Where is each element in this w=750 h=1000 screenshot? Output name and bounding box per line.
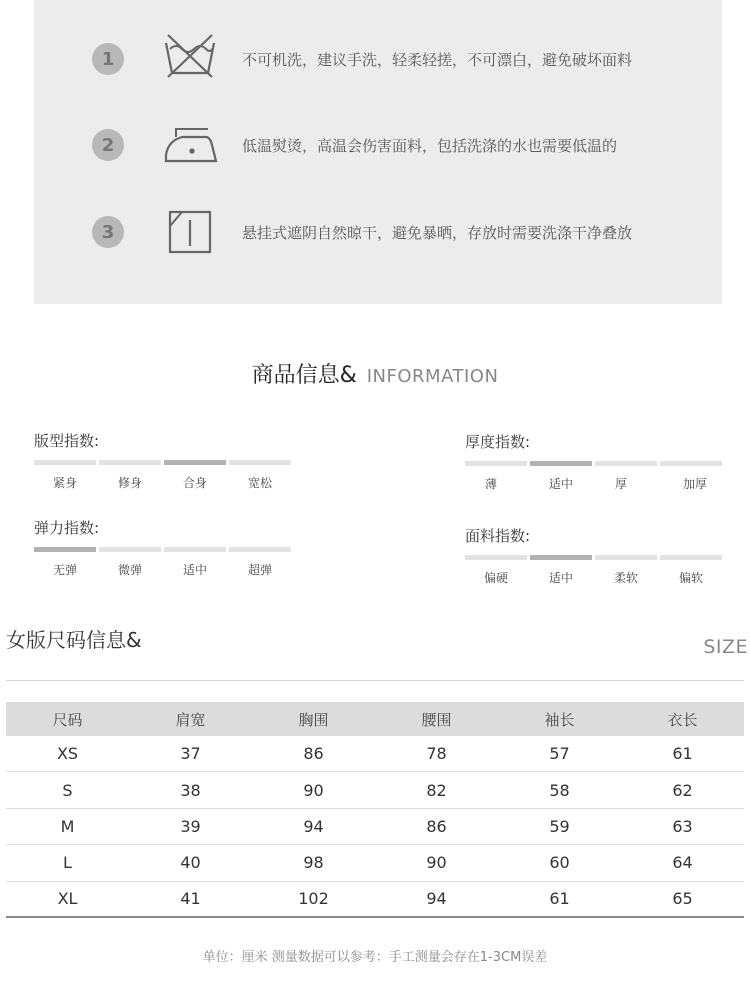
line-dry-shade-icon [162,202,218,262]
index-option: 适中 [182,563,207,577]
index-bar [229,460,291,465]
fabric-index-label: 面料指数: [465,527,531,545]
index-bar [465,555,527,560]
table-cell: 86 [303,744,324,764]
care-item [34,115,722,175]
index-option: 薄 [484,477,497,491]
index-bar-selected [530,461,592,466]
index-bar [660,555,722,560]
table-cell: 39 [180,816,201,836]
size-section-title-en: SIZE [703,636,748,658]
index-option: 微弹 [117,563,142,577]
fit-index-bars [34,460,291,465]
table-cell: 38 [180,780,201,800]
section-divider [6,680,744,681]
fit-index-label: 版型指数: [34,432,100,450]
table-cell: 82 [426,780,447,800]
table-header-cell: 肩宽 [175,710,206,729]
index-bar [660,461,722,466]
info-title-en: INFORMATION [366,366,499,387]
index-bar [595,555,657,560]
index-option: 偏硬 [483,571,508,585]
index-bar-selected [164,460,226,465]
table-cell: 65 [672,889,693,909]
table-header-cell: 胸围 [298,710,329,729]
fit-index-options [34,474,291,491]
table-row [6,882,744,918]
index-option: 适中 [548,571,573,585]
elasticity-index-label: 弹力指数: [34,519,100,537]
no-machine-wash-icon [162,29,218,89]
index-option: 修身 [117,476,142,490]
elasticity-index-bars [34,547,291,552]
table-header-row [6,702,744,736]
index-bar [99,460,161,465]
thickness-index-bars [465,461,722,466]
index-option: 适中 [548,477,573,491]
table-row [6,845,744,881]
table-cell: 63 [672,816,693,836]
care-item [34,29,722,89]
table-cell: 94 [426,889,447,909]
index-bar [164,547,226,552]
index-option: 宽松 [247,476,272,490]
index-option: 厚 [614,477,627,491]
index-option: 紧身 [52,476,77,490]
low-temperature-iron-icon [162,115,218,175]
table-cell: 57 [549,744,570,764]
step-number-badge: 3 [92,216,124,248]
care-item [34,202,722,262]
table-cell: 59 [549,816,570,836]
thickness-index-label: 厚度指数: [465,433,531,451]
care-text: 低温熨烫，高温会伤害面料，包括洗涤的水也需要低温的 [242,137,618,155]
step-number-badge: 2 [92,129,124,161]
table-cell: 41 [180,889,201,909]
table-cell: 64 [672,853,693,873]
table-header-cell: 袖长 [544,710,575,729]
table-cell: 102 [298,889,329,909]
care-instructions-panel [34,0,722,304]
table-cell: 61 [549,889,570,909]
index-bar [465,461,527,466]
fabric-index-options [465,569,722,586]
thickness-index [465,431,707,491]
fabric-index [465,525,703,585]
index-option: 偏软 [678,571,703,585]
index-bar-selected [34,547,96,552]
table-cell: 40 [180,853,201,873]
index-bar [34,460,96,465]
index-bar [229,547,291,552]
table-header-cell: 尺码 [52,710,83,729]
fabric-index-bars [465,555,722,560]
index-option: 超弹 [247,563,272,577]
step-number-badge: 1 [92,43,124,75]
index-option: 加厚 [682,477,707,491]
table-cell: S [62,780,73,800]
index-bar-selected [530,555,592,560]
info-title-cn: 商品信息& [251,363,357,388]
index-option: 合身 [182,476,207,490]
table-cell: 86 [426,816,447,836]
table-cell: 90 [426,853,447,873]
table-cell: 37 [180,744,201,764]
table-cell: 90 [303,780,324,800]
table-header-cell: 腰围 [421,710,452,729]
care-text: 悬挂式遮阴自然晾干，避免暴晒，存放时需要洗涤干净叠放 [242,224,633,242]
table-cell: 62 [672,780,693,800]
table-cell: 60 [549,853,570,873]
fit-index [34,430,272,490]
index-option: 无弹 [52,563,77,577]
elasticity-index-options [34,561,291,578]
table-row [6,772,744,808]
table-cell: M [60,816,75,836]
index-option: 柔软 [613,571,638,585]
size-section-title: 女版尺码信息& [6,628,142,652]
table-row [6,736,744,772]
table-cell: 61 [672,744,693,764]
table-cell: 94 [303,816,324,836]
section-title-information [0,358,750,389]
table-cell: 58 [549,780,570,800]
table-cell: XS [56,744,79,764]
index-bar [99,547,161,552]
thickness-index-options [465,475,750,492]
size-table [6,702,744,918]
index-bar [595,461,657,466]
care-text: 不可机洗，建议手洗，轻柔轻搓，不可漂白，避免破坏面料 [242,51,633,69]
measurement-footnote: 单位：厘米 测量数据可以参考：手工测量会存在1-3CM误差 [202,950,548,965]
table-header-cell: 衣长 [667,710,698,729]
table-row [6,809,744,845]
elasticity-index [34,517,272,577]
table-cell: 98 [303,853,324,873]
table-cell: XL [57,889,78,909]
table-cell: L [63,853,72,873]
table-cell: 78 [426,744,447,764]
